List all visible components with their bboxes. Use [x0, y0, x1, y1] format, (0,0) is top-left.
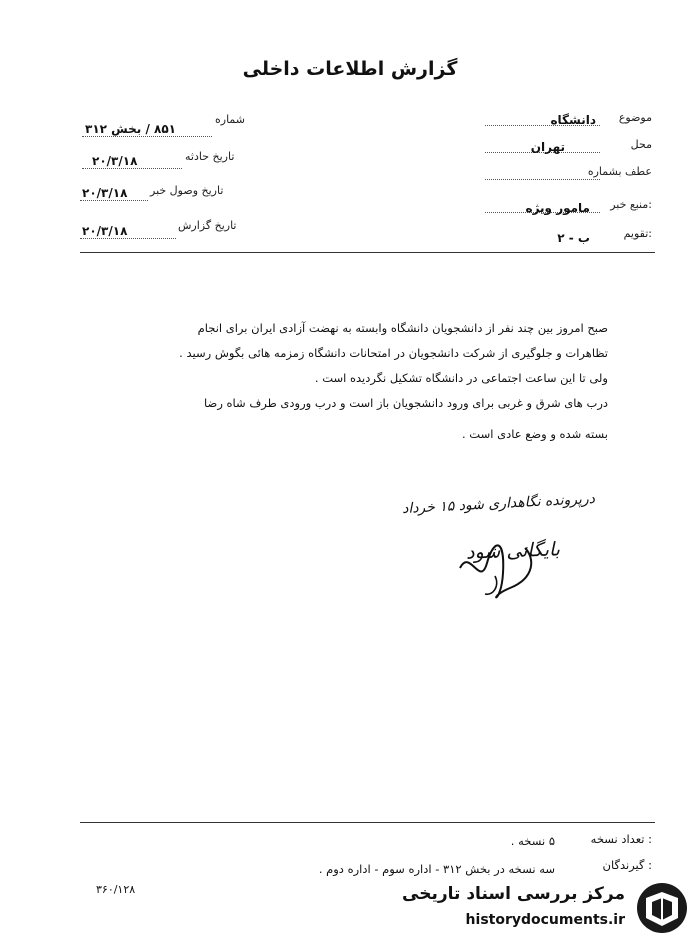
page-title: گزارش اطلاعات داخلی — [242, 58, 458, 80]
receipt-date-label: تاریخ وصول خبر — [150, 184, 224, 197]
header-divider — [80, 252, 655, 253]
recipients-label: گیرندگان : — [602, 858, 652, 872]
subject-label: موضوع — [618, 111, 652, 124]
body-line-1: صبح امروز بین چند نفر از دانشجویان دانشگاه وابسته به نهضت آزادی ایران برای انجام — [197, 321, 608, 335]
copies-value: ۵ نسخه . — [510, 834, 555, 848]
body-line-4: درب های شرق و غربی برای ورود دانشجویان باز است و درب ورودی طرف شاه رضا — [204, 396, 608, 410]
reference-label: عطف بشماره — [587, 165, 652, 178]
handwritten-note: درپرونده نگاهداری شود ۱۵ خرداد — [401, 490, 596, 518]
recipients-value: سه نسخه در بخش ۳۱۲ - اداره سوم - اداره دوم . — [318, 862, 555, 876]
body-line-5: بسته شده و وضع عادی است . — [462, 427, 608, 441]
incident-date-value: ۲۰/۳/۱۸ — [92, 154, 138, 168]
subject-value: دانشگاه — [550, 113, 596, 127]
number-value: ۸۵۱ / بخش ۳۱۲ — [85, 122, 177, 136]
receipt-date-value: ۲۰/۳/۱۸ — [82, 186, 128, 200]
body-line-3: ولی تا این ساعت اجتماعی در دانشگاه تشکیل نگردیده است . — [314, 371, 608, 385]
calendar-value: ب - ۲ — [557, 231, 590, 245]
report-date-label: تاریخ گزارش — [178, 219, 237, 232]
calendar-label: تقویم: — [623, 227, 652, 240]
receipt-date-dotline — [80, 200, 148, 201]
watermark-org-name: مرکز بررسی اسناد تاریخی — [402, 884, 625, 904]
signature-scribble-icon — [455, 528, 545, 603]
archive-code: ۳۶۰/۱۲۸ — [96, 883, 136, 896]
archive-logo-icon — [632, 880, 692, 936]
location-value: تهران — [530, 140, 565, 154]
number-label: شماره — [215, 113, 246, 126]
report-date-dotline — [80, 238, 176, 239]
location-label: محل — [630, 138, 652, 151]
number-dotline — [82, 136, 212, 137]
report-date-value: ۲۰/۳/۱۸ — [82, 224, 128, 238]
handwritten-signature: بایگانی شود — [465, 538, 561, 564]
incident-date-dotline — [82, 168, 182, 169]
body-line-2: تظاهرات و جلوگیری از شرکت دانشجویان در امتحانات دانشگاه زمزمه هائی بگوش رسید . — [179, 346, 608, 360]
copies-label: تعداد نسخه : — [590, 832, 652, 846]
incident-date-label: تاریخ حادثه — [185, 150, 235, 163]
reference-dotline — [485, 179, 600, 180]
footer-divider — [80, 822, 655, 823]
watermark-website: historydocuments.ir — [465, 912, 625, 928]
source-value: مامور ویژه — [525, 201, 590, 215]
source-label: منبع خبر: — [610, 198, 652, 211]
